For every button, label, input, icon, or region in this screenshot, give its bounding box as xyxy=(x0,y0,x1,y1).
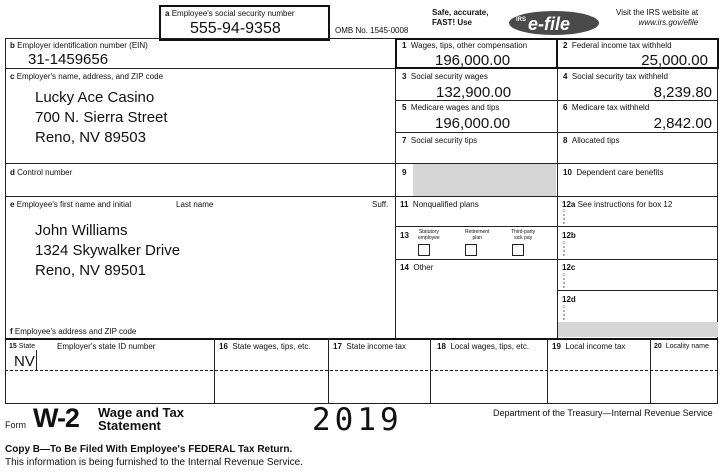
employer-name: Lucky Ace Casino xyxy=(35,89,155,106)
box-f-label: f Employee's address and ZIP code xyxy=(10,327,137,336)
third-party-sick-pay-label: Third-party sick pay xyxy=(511,229,536,241)
visit-irs-text: Visit the IRS website at www.irs.gov/efile xyxy=(616,8,699,27)
box-d-label: d Control number xyxy=(10,168,73,177)
box-17-label: 17 State income tax xyxy=(333,342,406,351)
box-14-label: 14 Other xyxy=(400,263,434,272)
ssn-value: 555-94-9358 xyxy=(190,20,281,37)
employee-city: Reno, NV 89501 xyxy=(35,262,146,279)
box-b-label: b Employer identification number (EIN) xyxy=(10,41,148,50)
irs-efile-logo xyxy=(508,10,601,36)
box-11-label: 11 Nonqualified plans xyxy=(400,200,479,209)
box-9-shaded xyxy=(413,164,556,196)
furnished-line: This information is being furnished to the Internal Revenue Service. xyxy=(5,457,303,468)
svg-text:IRS: IRS xyxy=(516,17,527,23)
box-15-label: 15 State xyxy=(9,343,36,350)
state-id-label: Employer's state ID number xyxy=(57,342,156,351)
box-12d-code: C o d e xyxy=(562,304,566,321)
box-1-value: 196,000.00 xyxy=(435,52,511,69)
box-19-label: 19 Local income tax xyxy=(552,342,626,351)
box-5-value: 196,000.00 xyxy=(435,115,511,132)
box-10-label: 10 Dependent care benefits xyxy=(563,168,664,177)
employee-address xyxy=(35,221,180,281)
box-12b-code: C o d e xyxy=(562,240,566,257)
box-1-label: 1 Wages, tips, other compensation xyxy=(402,41,528,50)
box-7-label: 7 Social security tips xyxy=(402,136,478,145)
ein-value: 31-1459656 xyxy=(28,51,109,68)
statutory-employee-checkbox[interactable] xyxy=(418,244,430,256)
employer-address xyxy=(35,88,168,148)
form-name: W-2 xyxy=(33,403,79,433)
box-6-value: 2,842.00 xyxy=(653,115,712,132)
retirement-plan-label: Retirement plan xyxy=(465,229,490,241)
form-word: Form xyxy=(5,420,26,430)
box-12c-code: C o d e xyxy=(562,272,566,289)
employee-street: 1324 Skywalker Drive xyxy=(35,242,181,259)
state-value: NV xyxy=(14,353,35,370)
omb-number: OMB No. 1545-0008 xyxy=(335,26,409,35)
box-2-label: 2 Federal income tax withheld xyxy=(563,41,672,50)
last-name-label: Last name xyxy=(176,200,214,209)
box-8-label: 8 Allocated tips xyxy=(563,136,620,145)
box-4-label: 4 Social security tax withheld xyxy=(563,72,668,81)
box-9-label: 9 xyxy=(402,168,407,177)
box-13-label: 13 xyxy=(400,231,409,240)
department-text: Department of the Treasury—Internal Revenue Service xyxy=(493,408,713,418)
form-title: Wage and Tax Statement xyxy=(98,405,184,433)
statutory-employee-label: Statutory employee xyxy=(418,229,440,241)
box-12-bottom-shaded xyxy=(558,322,718,337)
box-6-label: 6 Medicare tax withheld xyxy=(563,103,650,112)
copy-b-line: Copy B—To Be Filed With Employee's FEDERAL Tax Return. xyxy=(5,444,293,455)
box-12b-label: 12b xyxy=(562,231,576,240)
employer-street: 700 N. Sierra Street xyxy=(35,109,168,126)
box-18-label: 18 Local wages, tips, etc. xyxy=(437,342,530,351)
box-2-value: 25,000.00 xyxy=(641,52,708,69)
retirement-plan-checkbox[interactable] xyxy=(465,244,477,256)
box-c-label: c Employer's name, address, and ZIP code xyxy=(10,72,164,81)
box-20-label: 20 Locality name xyxy=(654,343,709,350)
box-4-value: 8,239.80 xyxy=(653,84,712,101)
employee-name: John Williams xyxy=(35,222,128,239)
svg-text:e-file: e-file xyxy=(528,14,571,34)
ssn-label: a Employee's social security number xyxy=(165,9,295,18)
tax-year: 2019 xyxy=(312,402,403,438)
safe-accurate-text: Safe, accurate, FAST! Use xyxy=(432,8,489,27)
suffix-label: Suff. xyxy=(372,200,389,209)
box-12c-label: 12c xyxy=(562,263,576,272)
box-12a-label: 12a See instructions for box 12 xyxy=(562,200,673,209)
box-3-label: 3 Social security wages xyxy=(402,72,488,81)
box-5-label: 5 Medicare wages and tips xyxy=(402,103,500,112)
box-12a-code: C o d e xyxy=(562,208,566,225)
third-party-sick-pay-checkbox[interactable] xyxy=(512,244,524,256)
box-3-value: 132,900.00 xyxy=(436,84,512,101)
box-e-label: e Employee's first name and initial xyxy=(10,200,132,209)
employer-city: Reno, NV 89503 xyxy=(35,129,146,146)
box-12d-label: 12d xyxy=(562,295,576,304)
box-16-label: 16 State wages, tips, etc. xyxy=(219,342,311,351)
